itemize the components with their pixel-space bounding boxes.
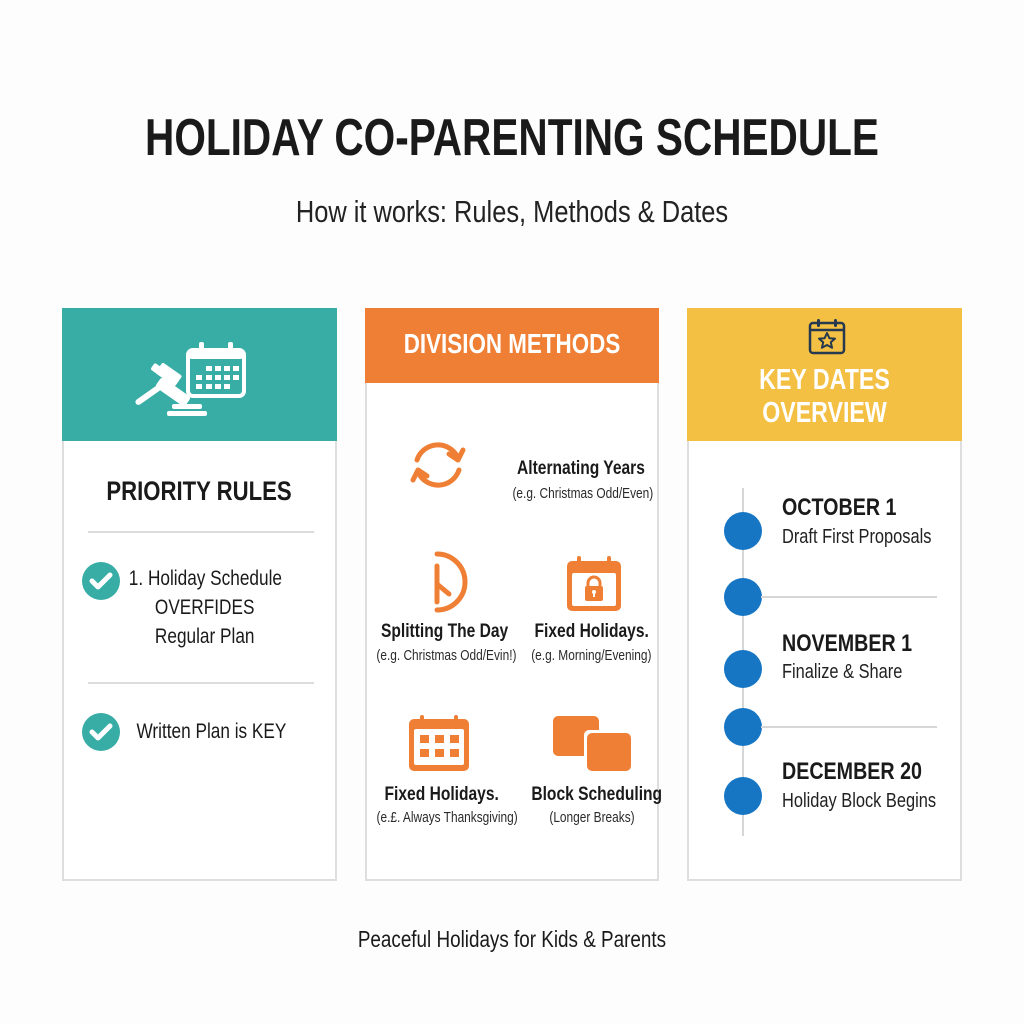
timeline-dot — [724, 578, 762, 616]
timeline-divider — [761, 596, 937, 598]
rule-1-line2: OVERFIDES — [155, 596, 255, 619]
method-alternating-years-label: Alternating Years — [517, 458, 645, 479]
method-fixed-holidays-2-label: Fixed Holidays. — [384, 784, 500, 805]
method-block-scheduling-sub: (Longer Breaks) — [549, 810, 635, 826]
division-methods-header — [365, 308, 659, 383]
key-dates-header — [687, 308, 962, 441]
overlapping-blocks-icon — [551, 714, 635, 774]
priority-rules-title: PRIORITY RULES — [106, 476, 293, 506]
page-subtitle: How it works: Rules, Methods & Dates — [295, 194, 729, 229]
method-fixed-holidays-sub: (e.g. Morning/Evening) — [530, 648, 652, 664]
priority-rules-header — [62, 308, 337, 441]
key-dates-title: KEY DATES OVERVIEW — [759, 364, 890, 429]
timeline-dot — [724, 650, 762, 688]
calendar-grid-icon — [407, 713, 471, 773]
rule-1-line1: 1. Holiday Schedule — [128, 567, 282, 590]
method-splitting-day-label: Splitting The Day — [380, 621, 509, 642]
priority-rules-card — [62, 308, 337, 881]
footer-tagline: Peaceful Holidays for Kids & Parents — [357, 926, 667, 952]
rule-1-line3: Regular Plan — [155, 625, 255, 648]
timeline-dot — [724, 777, 762, 815]
method-fixed-holidays-label: Fixed Holidays. — [534, 621, 650, 642]
refresh-cycle-icon — [403, 430, 473, 500]
method-block-scheduling-label: Block Scheduling — [531, 784, 663, 805]
rule-item-1 — [110, 564, 300, 651]
calendar-star-icon — [807, 316, 847, 356]
check-circle-icon — [82, 713, 120, 751]
rule-2-text: Written Plan is KEY — [136, 720, 287, 743]
divider — [88, 682, 314, 684]
method-alternating-years-sub: (e.g. Christmas Odd/Even) — [512, 486, 654, 502]
rule-item-2 — [120, 717, 300, 746]
date-december-20: DECEMBER 20 — [782, 758, 922, 785]
calendar-lock-icon — [564, 553, 624, 613]
date-november-1-desc: Finalize & Share — [782, 661, 903, 683]
method-fixed-holidays-2-sub: (e.£. Always Thanksgiving) — [376, 810, 518, 826]
timeline-divider — [761, 726, 937, 728]
date-november-1: NOVEMBER 1 — [782, 630, 913, 657]
date-october-1-desc: Draft First Proposals — [782, 526, 932, 548]
division-methods-card — [365, 308, 663, 881]
divider — [88, 531, 314, 533]
date-october-1: OCTOBER 1 — [782, 494, 897, 521]
timeline-dot — [724, 708, 762, 746]
timeline-dot — [724, 512, 762, 550]
division-methods-title: DIVISION METHODS — [403, 328, 621, 359]
gavel-calendar-icon — [62, 308, 341, 441]
page-title: HOLIDAY CO-PARENTING SCHEDULE — [145, 109, 879, 167]
key-dates-card — [687, 308, 962, 881]
date-december-20-desc: Holiday Block Begins — [782, 790, 937, 812]
half-clock-icon — [427, 550, 487, 614]
method-splitting-day-sub: (e.g. Christmas Odd/Evin!) — [376, 648, 517, 664]
